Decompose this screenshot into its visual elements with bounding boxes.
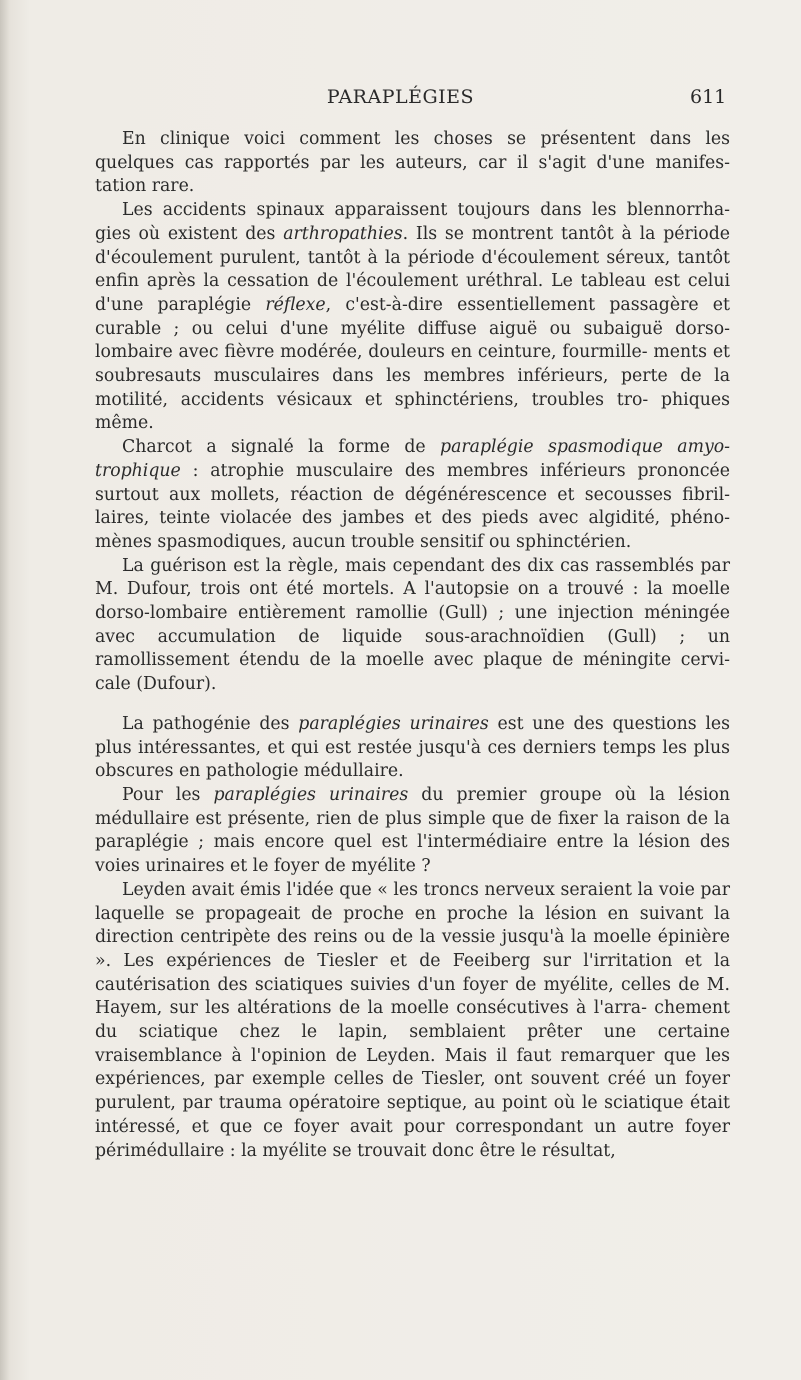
text-run: , c'est-à-dire essentiellement passagère et curable ; ou celui d'une myélite diffuse aiguë ou subaiguë dorso-lombaire avec fièvre modérée, douleurs en ceinture, fourmille- ments et soubresauts musculaires dans les membres inférieurs, perte de la motilité, accidents vésicaux et sphinctériens, troubles tro- phiques même. (95, 294, 730, 434)
text-run: En clinique voici comment les choses se présentent dans les quelques cas rapportés par les auteurs, car il s'agit d'une manifes- tation rare. (95, 129, 730, 197)
text-run: est une des questions les plus intéressantes, et qui est restée jusqu'à ces derniers temps les plus obscures en pathologie médullaire. (95, 713, 731, 782)
text-run: Pour les (122, 784, 214, 805)
italic-term: paraplégies urinaires (298, 713, 489, 734)
italic-term: arthropathies (283, 223, 403, 244)
paragraph (95, 199, 730, 436)
paragraph (95, 784, 730, 879)
page-number: 611 (690, 86, 727, 108)
text-run: . Ils se montrent tantôt à la période d'écoulement purulent, tantôt à la période d'écoulement séreux, tantôt enfin après la cessation de l'écoulement uréthral. Le tableau est celui d'une paraplégie (95, 223, 731, 315)
italic-term: paraplégie spasmodique amyo- trophique (95, 437, 730, 481)
italic-term: paraplégies urinaires (213, 784, 409, 805)
text-run: Les accidents spinaux apparaissent toujours dans les blennorrha- gies où existent des (95, 200, 730, 244)
text-run: Charcot a signalé la forme de (122, 437, 441, 458)
text-run: Leyden avait émis l'idée que « les troncs nerveux seraient la voie par laquelle se propageait de proche en proche la lésion en suivant la direction centripète des reins ou de la vessie jusqu'à la moelle épinière ». Les expériences de Tiesler et de Feeiberg sur l'irritation et la cautérisation des sciatiques suivies d'un foyer de myélite, celles de M. Hayem, sur les altérations de la moelle consécutives à l'arra- chement du sciatique chez le lapin, semblaient prêter une certaine vraisemblance à l'opinion de Leyden. Mais il faut remarquer que les expériences, par exemple celles de Tiesler, ont souvent créé un foyer purulent, par trauma opératoire septique, au point où le sciatique était intéressé, et que ce foyer avait pour correspondant un autre foyer périmédullaire : la myélite se trouvait donc être le résultat, (95, 879, 730, 1161)
text-run: La pathogénie des (122, 713, 299, 734)
text-run: du premier groupe où la lésion médullaire est présente, rien de plus simple que de fixer la raison de la paraplégie ; mais encore quel est l'intermédiaire entre la lésion des voies urinaires et le foyer de myélite ? (95, 784, 730, 877)
text-run: La guérison est la règle, mais cependant des dix cas rassemblés par M. Dufour, trois ont été mortels. A l'autopsie on a trouvé : la moelle dorso-lombaire entièrement ramollie (Gull) ; une injection méningée avec accumulation de liquide sous-arachnoïdien (Gull) ; un ramollissement étendu de la moelle avec plaque de méningite cervi- cale (Dufour). (95, 555, 730, 695)
paragraph (95, 128, 730, 199)
italic-term: réflexe (265, 294, 326, 315)
paragraph (95, 879, 730, 1163)
paragraph (95, 713, 730, 784)
paragraph (95, 436, 730, 555)
body-text (95, 128, 730, 1163)
text-run: : atrophie musculaire des membres inférieurs prononcée surtout aux mollets, réaction de dégénérescence et secousses fibril- laires, teinte violacée des jambes et des pieds avec algidité, phéno- mènes spasmodiques, aucun trouble sensitif ou sphinctérien. (95, 460, 730, 552)
running-title: PARAPLÉGIES (326, 86, 475, 108)
paragraph (95, 555, 730, 697)
page-header (0, 76, 801, 116)
